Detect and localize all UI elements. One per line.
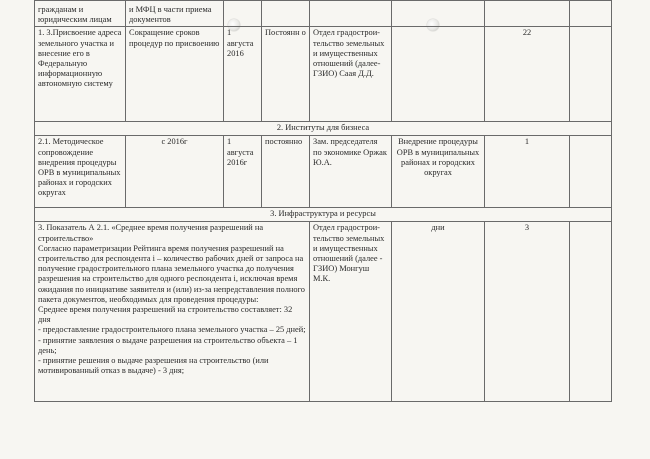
cell-end: Постоянн о — [262, 27, 310, 122]
cell-extra — [570, 1, 612, 27]
cell-result — [392, 1, 485, 27]
cell-unit: дни — [392, 222, 485, 402]
cell-responsible: Отдел градострои-тельство земельных и имущественных отношений (далее - ГЗИО) Монгуш М.К. — [310, 222, 392, 402]
table-row — [35, 222, 612, 402]
cell-result: Внедрение процедуры ОРВ в муниципальных районах и городских округах — [392, 136, 485, 208]
table-row — [35, 1, 612, 27]
cell-end: постоянно — [262, 136, 310, 208]
cell-name: 2.1. Методическое сопровождение внедрения процедуры ОРВ в муниципальных районах и городских округах — [35, 136, 126, 208]
cell-value — [485, 1, 570, 27]
table-row — [35, 136, 612, 208]
cell-value: 22 — [485, 27, 570, 122]
cell-result — [392, 27, 485, 122]
cell-name: 1. 3.Присвоение адреса земельного участка и внесение его в Федеральную информационную автономную систему — [35, 27, 126, 122]
table-row — [35, 27, 612, 122]
cell-goal: с 2016г — [126, 136, 224, 208]
cell-goal: Сокращение сроков процедур по присвоению — [126, 27, 224, 122]
cell-indicator-description: 3. Показатель А 2.1. «Среднее время получения разрешений на строительство» Согласно параметризации Рейтинга время получения разрешений на строительство для респондента i – количество рабочих дней от запроса на получение градостроительного плана земельного участка до получения разрешения на строительство для одного респондента i, исключая время ожидания по инициативе заявителя и (или) из-за непредставления полного пакета документов, необходимых для проведения процедуры: Среднее время получения разрешений на строительство составляет: 32 дня - предоставление градостроительного плана земельного участка – 25 дней; - принятие заявления о выдаче разрешения на строительство объекта – 1 день; - принятие решения о выдаче разрешения на строительство (или мотивированный отказ в выдаче) - 3 дня; — [35, 222, 310, 402]
cell-name: гражданам и юридическим лицам — [35, 1, 126, 27]
cell-value: 1 — [485, 136, 570, 208]
cell-start: 1 августа 2016г — [224, 136, 262, 208]
cell-end — [262, 1, 310, 27]
section-heading: 3. Инфраструктура и ресурсы — [35, 208, 612, 222]
cell-responsible: Отдел градострои-тельство земельных и имущественных отношений (далее- ГЗИО) Саая Д.Д. — [310, 27, 392, 122]
section-heading: 2. Институты для бизнеса — [35, 122, 612, 136]
cell-responsible — [310, 1, 392, 27]
cell-value: 3 — [485, 222, 570, 402]
cell-extra — [570, 27, 612, 122]
cell-responsible: Зам. председателя по экономике Оржак Ю.А. — [310, 136, 392, 208]
plan-table — [34, 0, 612, 402]
cell-start: 1 августа 2016 — [224, 27, 262, 122]
section-row — [35, 208, 612, 222]
cell-extra — [570, 136, 612, 208]
cell-extra — [570, 222, 612, 402]
cell-goal: и МФЦ в части приема документов — [126, 1, 224, 27]
section-row — [35, 122, 612, 136]
cell-start — [224, 1, 262, 27]
